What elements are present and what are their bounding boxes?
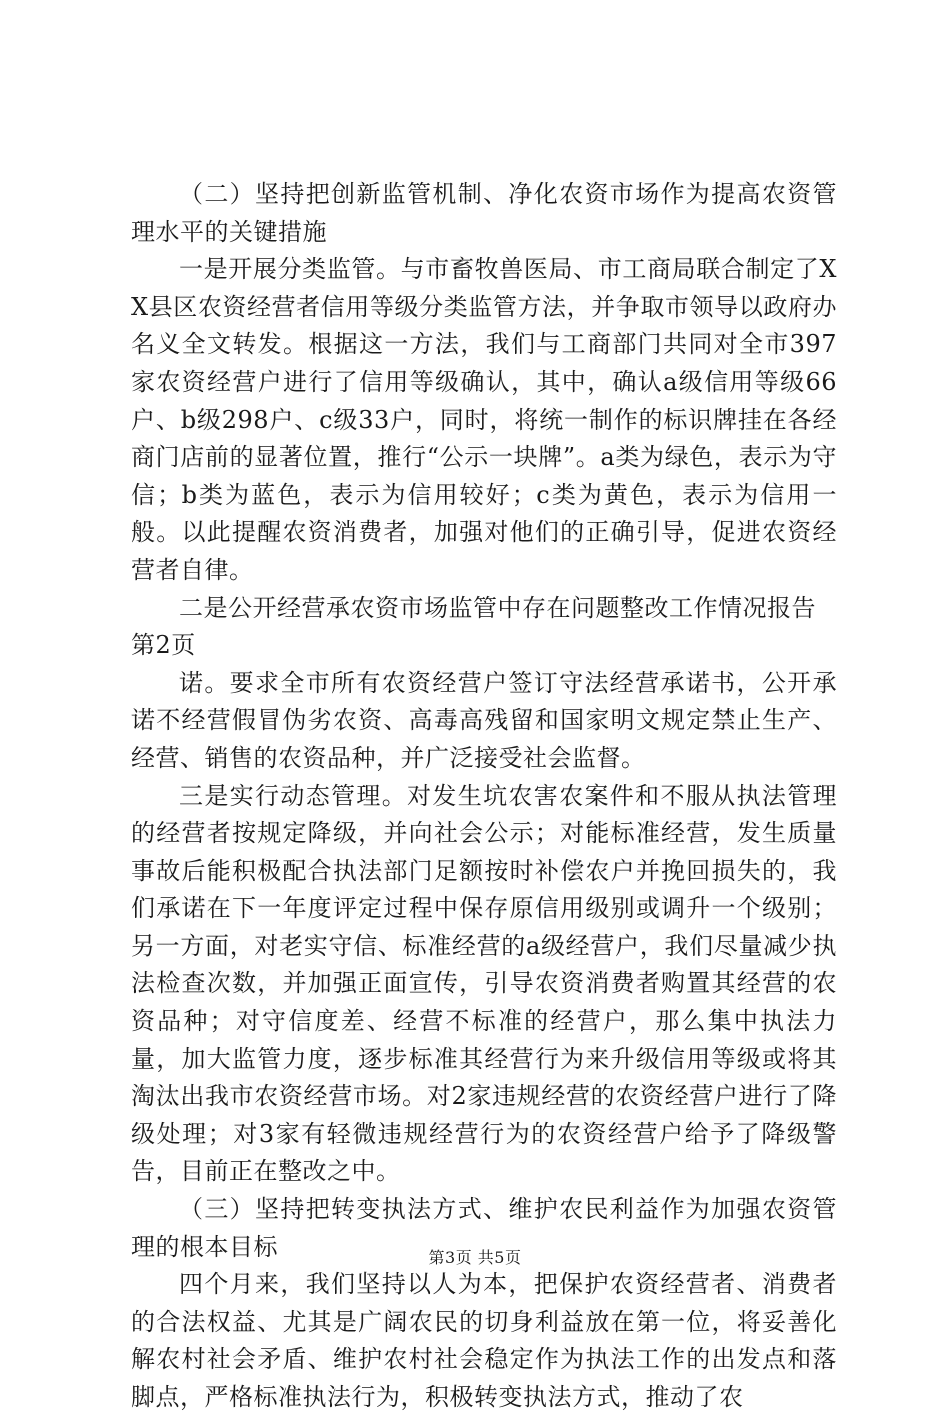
paragraph-public-commitment: 二是公开经营承农资市场监管中存在问题整改工作情况报告 [179,593,816,622]
paragraph-four-months: 四个月来，我们坚持以人为本，把保护农资经营者、消费者的合法权益、尤其是广阔农民的切身利益放在第一位，将妥善化解农村社会矛盾、维护农村社会稳定作为执法工作的出发点和落脚点，严格标准执法行为，积极转变执法方式，推动了农 [131,1270,837,1411]
document-body [131,176,837,1417]
page-marker: 第2页 [131,631,196,660]
paragraph-classified-supervision: 一是开展分类监管。与市畜牧兽医局、市工商局联合制定了XX县区农资经营者信用等级分类监管方法，并争取市领导以政府办名义全文转发。根据这一方法，我们与工商部门共同对全市397家农资经营户进行了信用等级确认，其中，确认a级信用等级66户、b级298户、c级33户，同时，将统一制作的标识牌挂在各经商门店前的显著位置，推行“公示一块牌”。a类为绿色，表示为守信；b类为蓝色，表示为信用较好；c类为黄色，表示为信用一般。以此提醒农资消费者，加强对他们的正确引导，促进农资经营者自律。 [131,255,837,584]
section-heading-3: （三）坚持把转变执法方式、维护农民利益作为加强农资管理的根本目标 [131,1195,837,1261]
page-footer: 第3页 共5页 [428,1248,522,1267]
section-heading-2: （二）坚持把创新监管机制、净化农资市场作为提高农资管理水平的关键措施 [131,180,837,246]
paragraph-commitment-continued: 诺。要求全市所有农资经营户签订守法经营承诺书，公开承诺不经营假冒伪劣农资、高毒高残留和国家明文规定禁止生产、经营、销售的农资品种，并广泛接受社会监督。 [131,668,837,772]
paragraph-dynamic-management: 三是实行动态管理。对发生坑农害农案件和不服从执法管理的经营者按规定降级，并向社会公示；对能标准经营，发生质量事故后能积极配合执法部门足额按时补偿农户并挽回损失的，我们承诺在下一年度评定过程中保存原信用级别或调升一个级别；另一方面，对老实守信、标准经营的a级经营户，我们尽量减少执法检查次数，并加强正面宣传，引导农资消费者购置其经营的农资品种；对守信度差、经营不标准的经营户，那么集中执法力量，加大监管力度，逐步标准其经营行为来升级信用等级或将其淘汰出我市农资经营市场。对2家违规经营的农资经营户进行了降级处理；对3家有轻微违规经营行为的农资经营户给予了降级警告，目前正在整改之中。 [131,781,837,1186]
